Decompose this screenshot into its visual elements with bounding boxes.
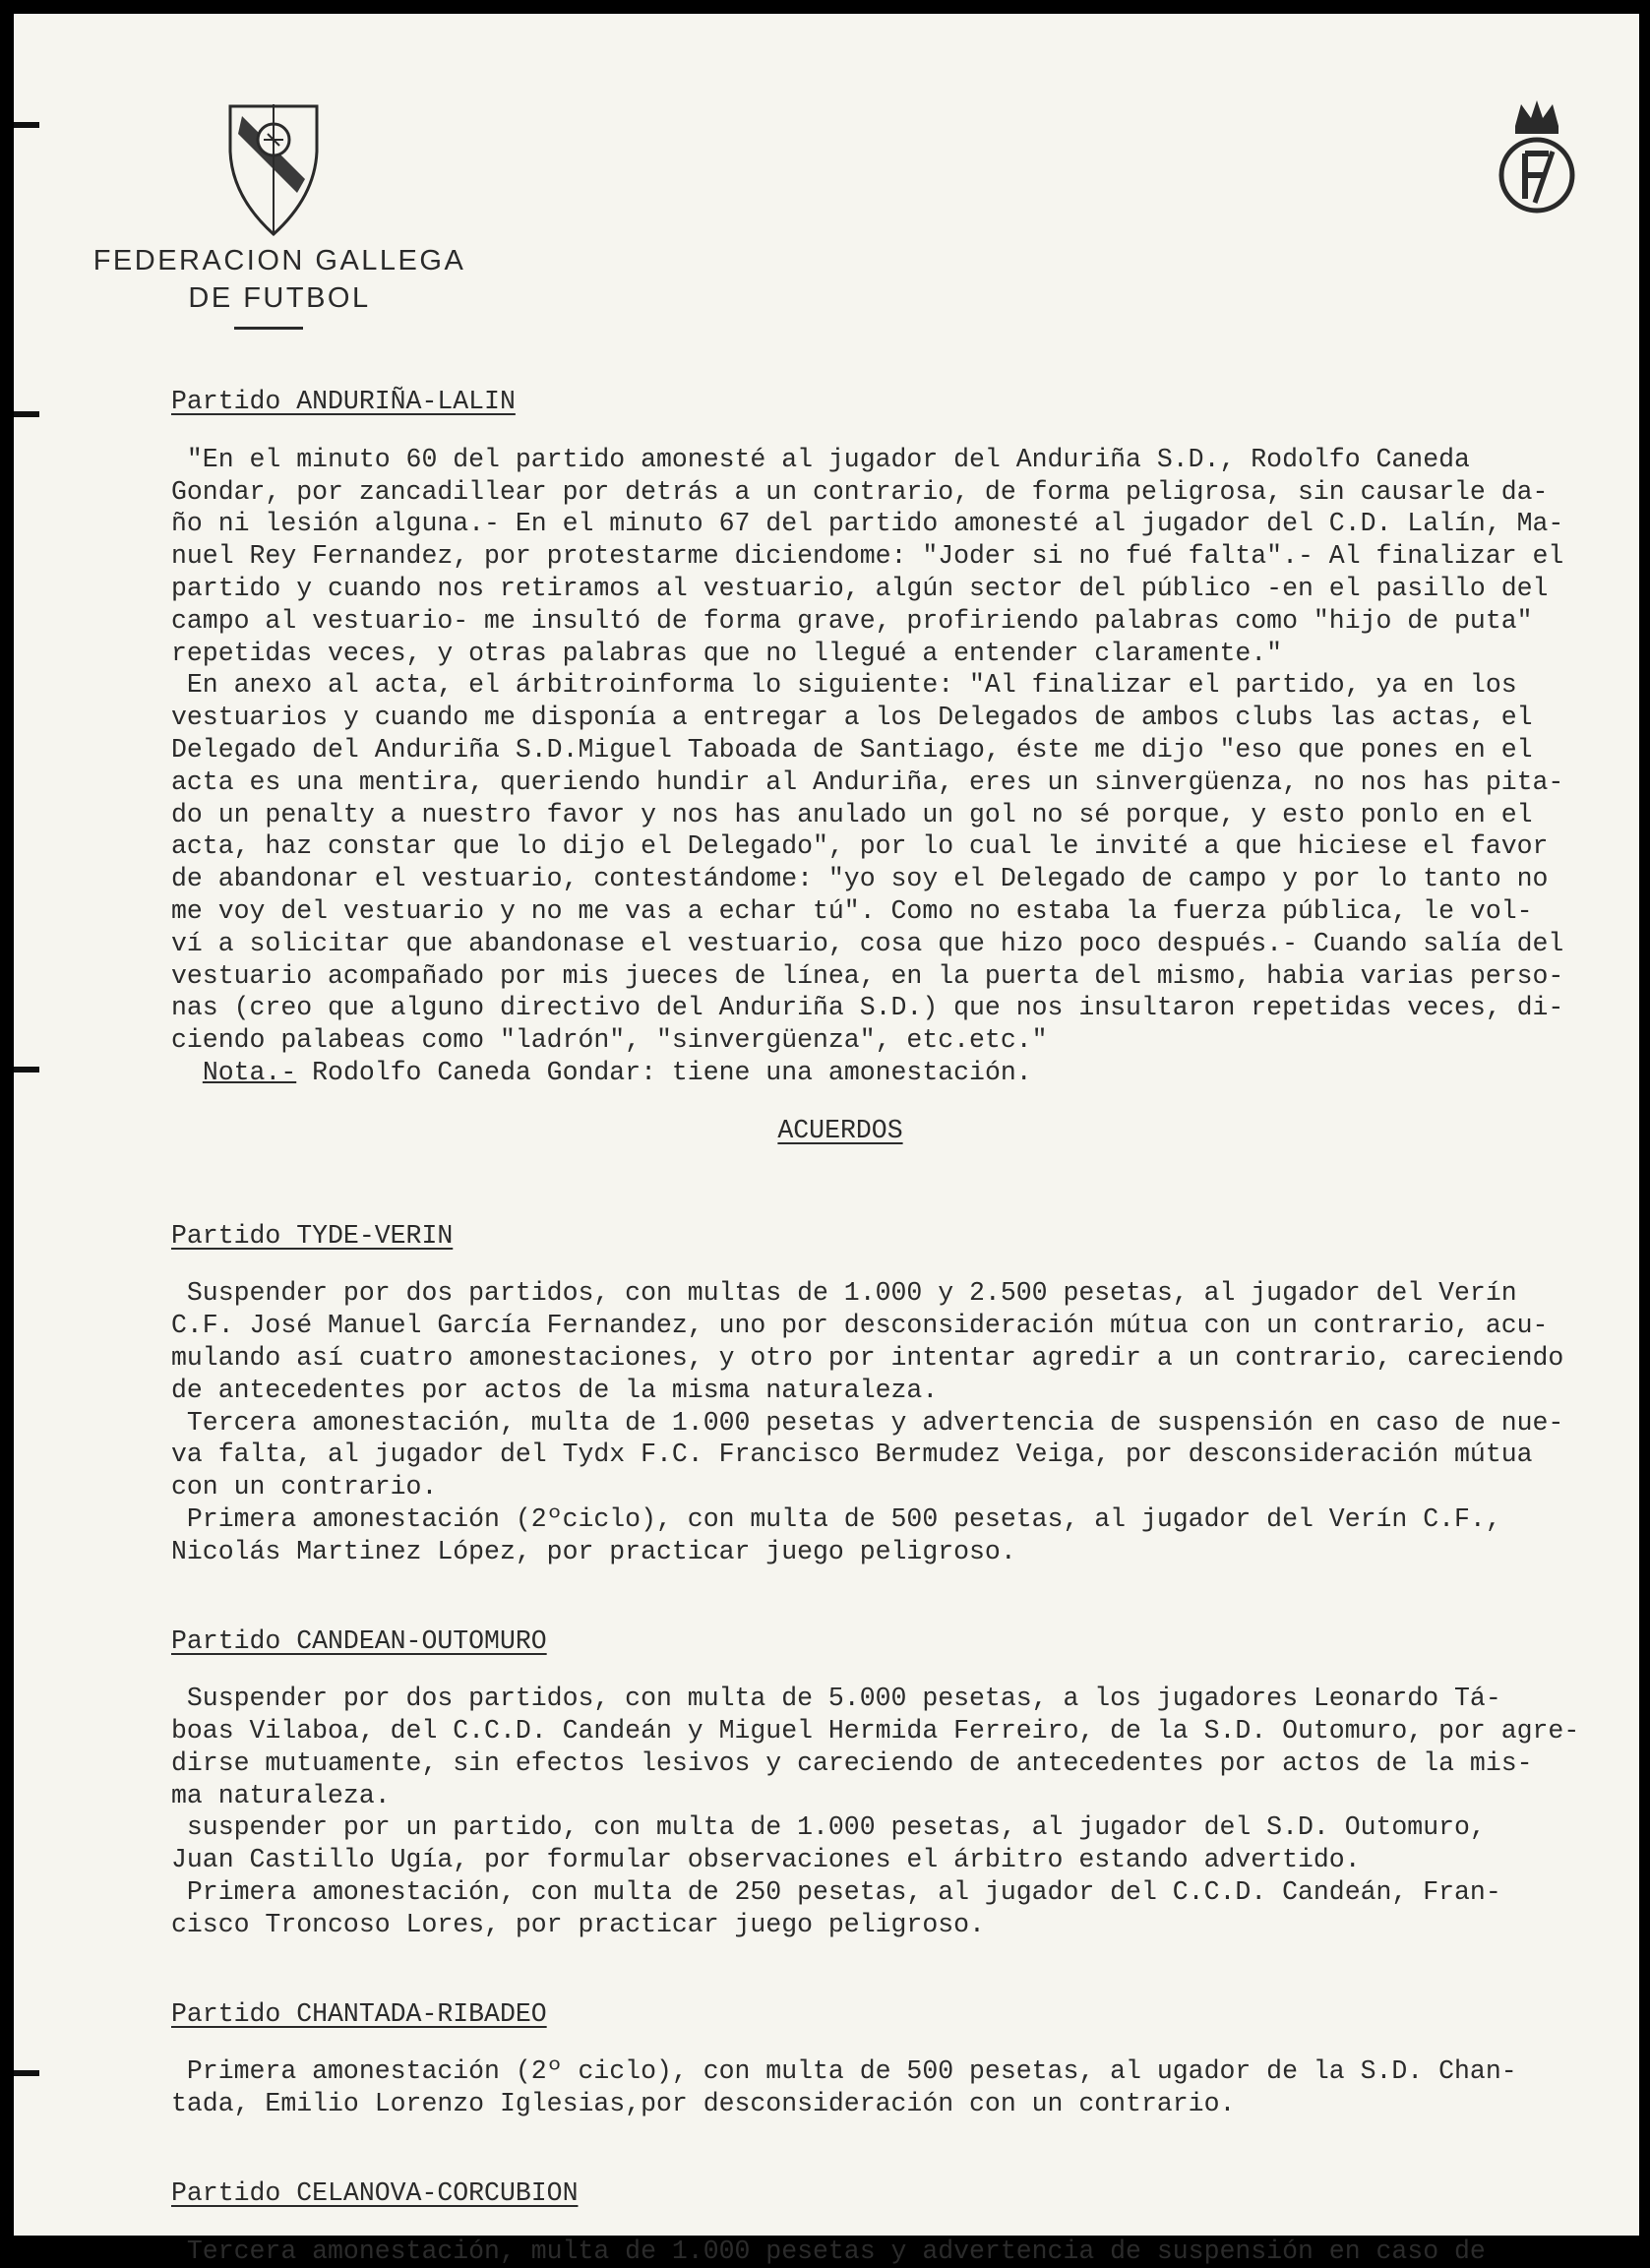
text-line: Primera amonestación (2ºciclo), con multa de 500 pesetas, al jugador del Verín C.F., <box>171 1503 1501 1534</box>
text-line: mulando así cuatro amonestaciones, y otro por intentar agredir a un contrario, careciendo <box>171 1342 1564 1373</box>
candean-outomuro-paragraph <box>171 1683 1647 1940</box>
text-line: vestuario acompañado por mis jueces de línea, en la puerta del mismo, habia varias perso- <box>171 960 1564 991</box>
text-line: campo al vestuario- me insultó de forma grave, profiriendo palabras como "hijo de puta" <box>171 605 1533 636</box>
referee-report-paragraph <box>171 444 1647 1089</box>
celanova-corcubion-paragraph <box>171 2236 1647 2268</box>
text-line: acta, haz constar que lo dijo el Delegado", por lo cual le invité a que hiciese el favor <box>171 831 1549 862</box>
punch-hole-mark <box>14 2070 39 2076</box>
text-line: Primera amonestación, con multa de 250 pesetas, al jugador del C.C.D. Candeán, Fran- <box>171 1877 1501 1908</box>
text-line: Tercera amonestación, multa de 1.000 pesetas y advertencia de suspensión en caso de <box>171 2236 1486 2266</box>
federation-name-line-2: DE FUTBOL <box>188 282 371 314</box>
text-line: tada, Emilio Lorenzo Iglesias,por desconsideración con un contrario. <box>171 2089 1236 2119</box>
text-line: Gondar, por zancadillear por detrás a un contrario, de forma peligrosa, sin causarle da- <box>171 476 1549 507</box>
text-line: suspender por un partido, con multa de 1.000 pesetas, al jugador del S.D. Outomuro, <box>171 1812 1486 1843</box>
text-line: ví a solicitar que abandonase el vestuario, cosa que hizo poco después.- Cuando salía del <box>171 928 1564 958</box>
punch-hole-mark <box>14 1067 39 1073</box>
federacion-gallega-crest-icon <box>224 94 323 242</box>
note-line <box>171 1057 1647 1089</box>
text-line: Nicolás Martinez López, por practicar juego peligroso. <box>171 1536 1016 1566</box>
text-line: con un contrario. <box>171 1472 438 1502</box>
federation-name-line-1: FEDERACION GALLEGA <box>92 245 466 276</box>
letterhead-divider <box>234 327 303 330</box>
chantada-ribadeo-paragraph <box>171 2055 1647 2120</box>
text-line: boas Vilaboa, del C.C.D. Candeán y Miguel Hermida Ferreiro, de la S.D. Outomuro, por agre- <box>171 1716 1580 1747</box>
text-line: Delegado del Anduriña S.D.Miguel Taboada de Santiago, éste me dijo "eso que pones en el <box>171 734 1533 765</box>
text-line: dirse mutuamente, sin efectos lesivos y careciendo de antecedentes por actos de la mis- <box>171 1747 1533 1778</box>
text-line: repetidas veces, y otras palabras que no llegué a entender claramente." <box>171 638 1283 668</box>
text-line: Tercera amonestación, multa de 1.000 pesetas y advertencia de suspensión en caso de nue- <box>171 1407 1564 1438</box>
text-line: vestuarios y cuando me disponía a entregar a los Delegados de ambos clubs las actas, el <box>171 703 1533 733</box>
text-line: cisco Troncoso Lores, por practicar juego peligroso. <box>171 1909 985 1939</box>
document-body <box>171 386 1647 2268</box>
text-line: nas (creo que alguno directivo del Anduriña S.D.) que nos insultaron repetidas veces, di- <box>171 993 1564 1023</box>
text-line: de abandonar el vestuario, contestándome: "yo soy el Delegado de campo y por lo tanto no <box>171 864 1549 894</box>
text-line: va falta, al jugador del Tydx F.C. Francisco Bermudez Veiga, por desconsideración mútua <box>171 1440 1533 1470</box>
section-heading-chantada-ribadeo: Partido CHANTADA-RIBADEO <box>171 1998 547 2029</box>
royal-federation-crest-icon <box>1494 96 1580 224</box>
text-line: Primera amonestación (2º ciclo), con multa de 500 pesetas, al ugador de la S.D. Chan- <box>171 2056 1517 2087</box>
note-text: Rodolfo Caneda Gondar: tiene una amonestación. <box>296 1057 1032 1087</box>
text-line: ma naturaleza. <box>171 1780 391 1810</box>
text-line: ciendo palabeas como "ladrón", "sinvergüenza", etc.etc." <box>171 1025 1048 1056</box>
text-line: Juan Castillo Ugía, por formular observaciones el árbitro estando advertido. <box>171 1845 1361 1875</box>
section-heading-tyde-verin: Partido TYDE-VERIN <box>171 1220 454 1251</box>
text-line: partido y cuando nos retiramos al vestuario, algún sector del público -en el pasillo del <box>171 573 1549 603</box>
section-heading-candean-outomuro: Partido CANDEAN-OUTOMURO <box>171 1625 547 1656</box>
section-heading-anduriña-lalin: Partido ANDURIÑA-LALIN <box>171 387 516 416</box>
text-line: nuel Rey Fernandez, por protestarme diciendome: "Joder si no fué falta".- Al finalizar el <box>171 541 1564 572</box>
text-line: do un penalty a nuestro favor y nos has anulado un gol no sé porque, y esto ponlo en el <box>171 799 1533 829</box>
text-line: Suspender por dos partidos, con multas de 1.000 y 2.500 pesetas, al jugador del Verín <box>171 1278 1517 1309</box>
acuerdos-heading: ACUERDOS <box>777 1115 903 1145</box>
section-heading-celanova-corcubion: Partido CELANOVA-CORCUBION <box>171 2178 579 2209</box>
note-label: Nota.- <box>202 1057 297 1087</box>
text-line: En anexo al acta, el árbitroinforma lo siguiente: "Al finalizar el partido, ya en los <box>171 670 1517 701</box>
text-line: ño ni lesión alguna.- En el minuto 67 del partido amonesté al jugador del C.D. Lalín, Ma- <box>171 509 1564 539</box>
text-line: de antecedentes por actos de la misma naturaleza. <box>171 1375 939 1405</box>
text-line: me voy del vestuario y no me vas a echar tú". Como no estaba la fuerza pública, le vol- <box>171 895 1533 926</box>
tyde-verin-paragraph <box>171 1277 1647 1567</box>
text-line: Suspender por dos partidos, con multa de 5.000 pesetas, a los jugadores Leonardo Tá- <box>171 1684 1501 1714</box>
text-line: "En el minuto 60 del partido amonesté al jugador del Anduriña S.D., Rodolfo Caneda <box>171 444 1470 474</box>
text-line: acta es una mentira, queriendo hundir al Anduriña, eres un sinvergüenza, no nos has pita- <box>171 766 1564 797</box>
federation-name <box>73 242 486 317</box>
punch-hole-mark <box>14 411 39 417</box>
punch-hole-mark <box>14 122 39 128</box>
document-page <box>14 14 1639 2266</box>
text-line: C.F. José Manuel García Fernandez, uno por desconsideración mútua con un contrario, acu- <box>171 1311 1549 1341</box>
